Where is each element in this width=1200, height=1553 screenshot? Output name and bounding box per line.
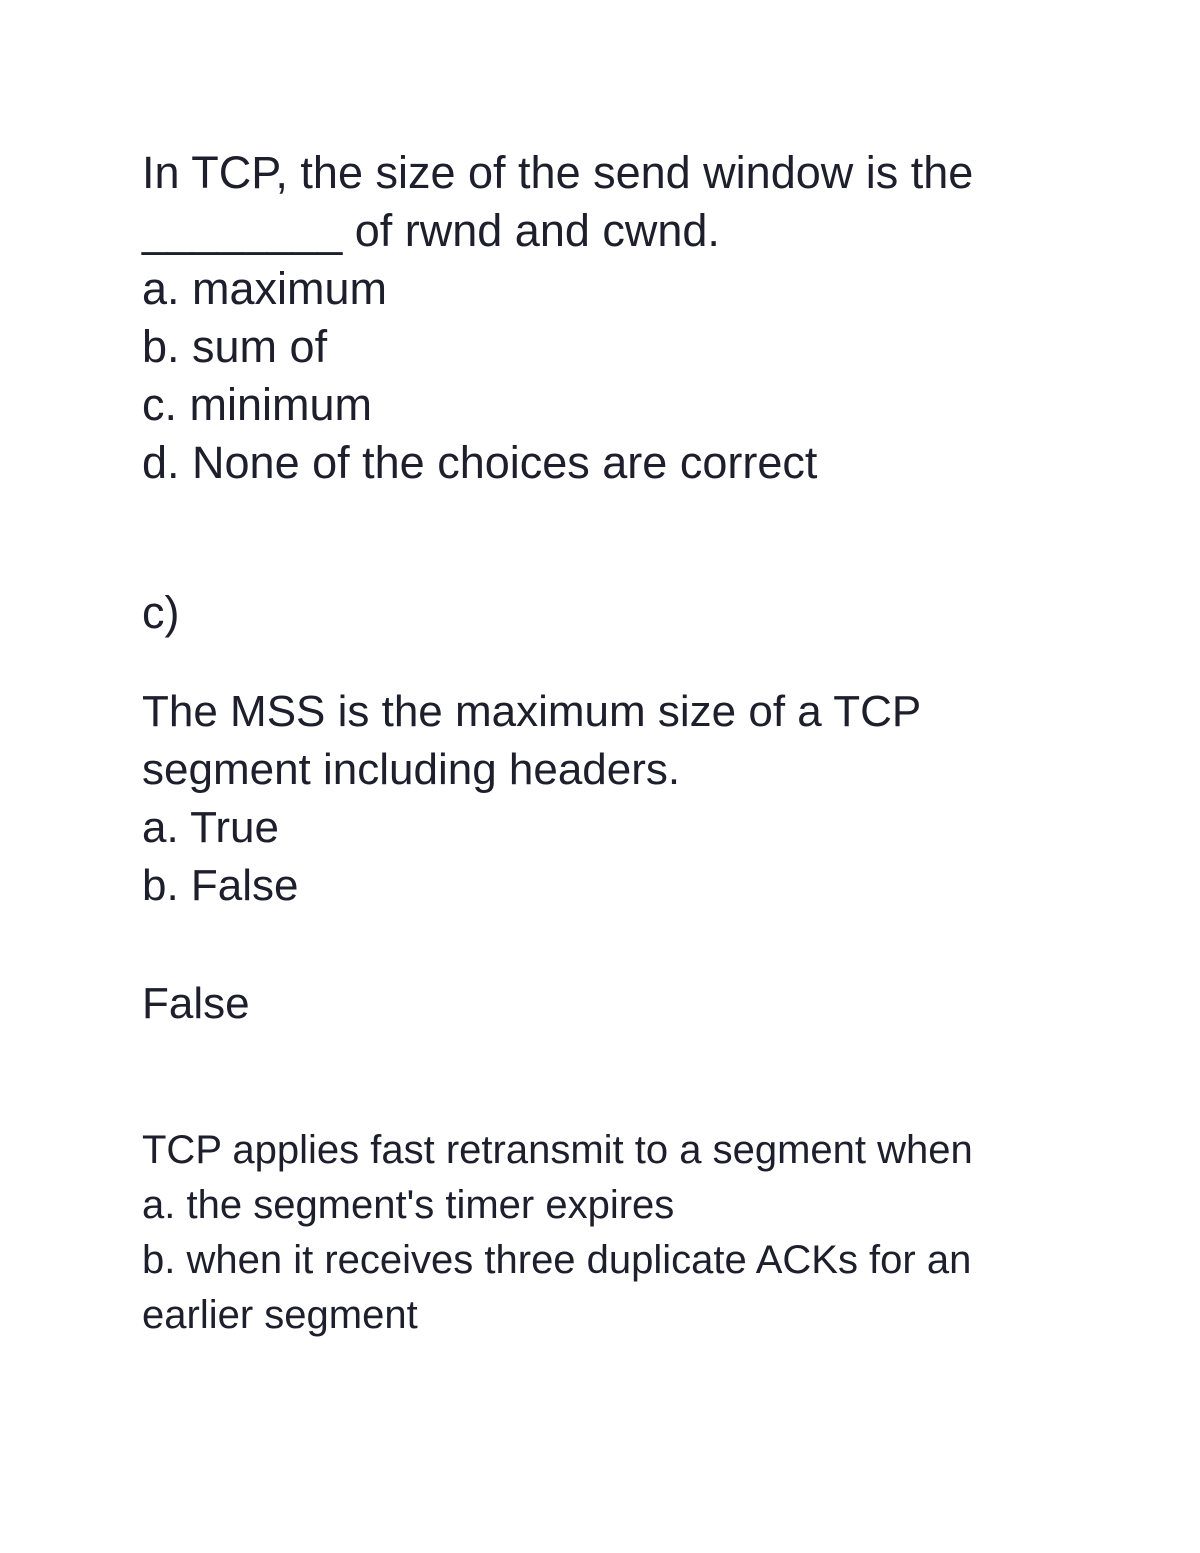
question-1-option-b: b. sum of — [142, 321, 328, 372]
question-2-stem-line-1: The MSS is the maximum size of a TCP — [142, 687, 922, 736]
question-3-option-a: a. the segment's timer expires — [142, 1183, 675, 1227]
question-1-stem-line-2: ________ of rwnd and cwnd. — [142, 205, 720, 256]
question-1-option-c: c. minimum — [142, 379, 373, 430]
question-1-stem-line-1: In TCP, the size of the send window is the — [142, 147, 974, 198]
question-1-answer: c) — [142, 587, 180, 638]
question-3-option-b-continuation: earlier segment — [142, 1293, 418, 1337]
question-1-option-d: d. None of the choices are correct — [142, 437, 818, 488]
question-2-option-b: b. False — [142, 861, 299, 910]
question-2-option-a: a. True — [142, 803, 279, 852]
question-3-stem-line-1: TCP applies fast retransmit to a segment when — [142, 1128, 973, 1172]
question-2-answer: False — [142, 979, 250, 1028]
question-1-option-a: a. maximum — [142, 263, 388, 314]
question-2-stem-line-2: segment including headers. — [142, 745, 681, 794]
question-3-option-b: b. when it receives three duplicate ACKs for an — [142, 1238, 972, 1282]
